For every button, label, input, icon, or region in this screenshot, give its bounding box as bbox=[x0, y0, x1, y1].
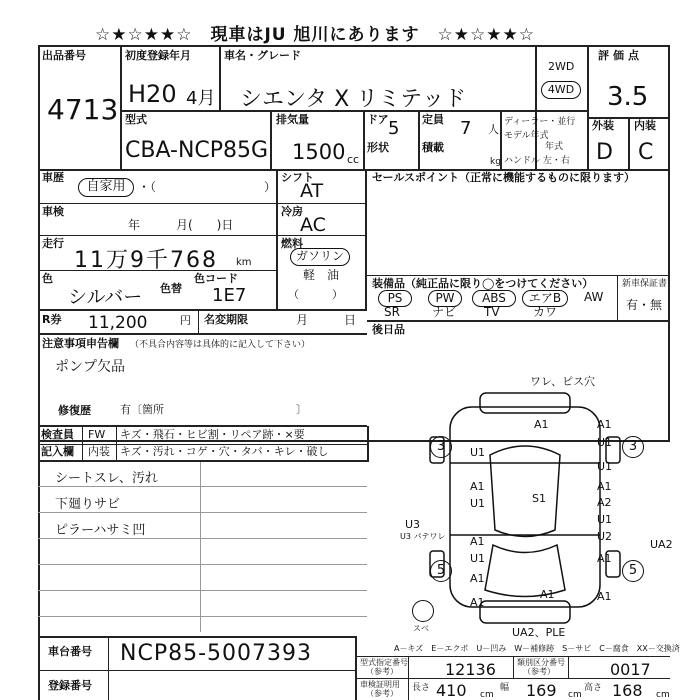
category-label: 類別区分番号 bbox=[517, 658, 565, 667]
history-label: 車歴 bbox=[42, 171, 64, 184]
lot-label: 出品番号 bbox=[42, 49, 86, 62]
capacity-label: 定員 bbox=[422, 113, 444, 126]
registration-label: 初度登録年月 bbox=[125, 49, 191, 62]
model-year-unit: 年式 bbox=[545, 142, 564, 152]
diagram-bottom-note: UA2、PLE bbox=[512, 626, 566, 639]
rear-items-label: 後日品 bbox=[372, 323, 405, 336]
name-change-label: 名変期限 bbox=[204, 313, 248, 326]
reg-number-label: 登録番号 bbox=[48, 679, 92, 692]
load-label: 積載 bbox=[422, 141, 444, 154]
score-ext-label: 外装 bbox=[592, 119, 614, 132]
ac-value: AC bbox=[300, 214, 326, 236]
mileage-value: 11万9千768 bbox=[74, 248, 218, 273]
codes-exterior: キズ・飛石・ヒビ割・リペア跡・×要 bbox=[120, 428, 305, 441]
fuel-sub: 軽 油 bbox=[303, 268, 340, 282]
damage-legend: A－キズ E－エクボ U－凹み W－補修跡 S－サビ C－腐食 XX－交換済 bbox=[394, 644, 680, 653]
type-value: CBA-NCP85G bbox=[125, 138, 269, 163]
score-int-value: C bbox=[638, 140, 654, 165]
history-value: 自家用 bbox=[78, 178, 134, 197]
capacity-value: 7 bbox=[460, 118, 472, 139]
car-damage-diagram bbox=[395, 375, 685, 645]
dim-width-unit: cm bbox=[568, 690, 582, 700]
equip-pw: PW bbox=[428, 290, 462, 307]
dim-length-unit: cm bbox=[480, 690, 494, 700]
model-label: 車名・グレード bbox=[224, 49, 301, 62]
dealer-label: ディーラー・並行 bbox=[504, 117, 576, 127]
repair-label: 修復歴 bbox=[58, 404, 91, 417]
damage-mark: A1 bbox=[597, 552, 612, 565]
category-sub: （参考） bbox=[523, 667, 555, 676]
recycle-unit: 円 bbox=[180, 314, 191, 327]
notes-sub: （不具合内容等は具体的に記入して下さい） bbox=[130, 340, 311, 350]
shape-label: 形状 bbox=[367, 141, 389, 154]
equip-leather: カワ bbox=[533, 305, 558, 319]
doors-label: ドア bbox=[367, 113, 389, 126]
dim-height-label: 高さ bbox=[584, 683, 603, 693]
damage-mark: A1 bbox=[597, 418, 612, 431]
lot-number: 4713 bbox=[47, 93, 119, 126]
warranty-value: 有・無 bbox=[626, 298, 663, 312]
tyre-rear-right: 5 bbox=[622, 560, 644, 582]
tyre-rear-left: 5 bbox=[430, 560, 452, 582]
color-value: シルバー bbox=[68, 286, 143, 308]
color-code: 1E7 bbox=[212, 285, 247, 306]
warranty-label: 新車保証書 bbox=[622, 279, 668, 289]
mileage-label: 走行 bbox=[42, 237, 64, 250]
notes-handwritten: ポンプ欠品 bbox=[55, 359, 125, 375]
bottom-left-mark bbox=[412, 600, 434, 622]
entry-label: 記入欄 bbox=[41, 445, 74, 458]
damage-mark: A1 bbox=[597, 590, 612, 603]
mileage-unit: km bbox=[236, 257, 252, 268]
shaken-value: 年 月( )日 bbox=[128, 218, 234, 232]
equip-aw: AW bbox=[584, 290, 604, 304]
damage-mark: A1 bbox=[470, 480, 485, 493]
cert-sub: （参考） bbox=[366, 689, 398, 698]
damage-mark: U1 bbox=[470, 446, 486, 459]
type-label: 型式 bbox=[125, 113, 147, 126]
damage-mark: U1 bbox=[597, 513, 613, 526]
damage-mark: U1 bbox=[597, 460, 613, 473]
interior-label: 内装 bbox=[88, 445, 110, 458]
score-int-label: 内装 bbox=[634, 119, 656, 132]
equip-abs: ABS bbox=[472, 290, 516, 307]
inspector-label: 検査員 bbox=[41, 428, 74, 441]
damage-mark: U1 bbox=[597, 436, 613, 449]
dim-width-label: 幅 bbox=[500, 683, 510, 693]
displacement-label: 排気量 bbox=[276, 113, 309, 126]
score-value: 3.5 bbox=[607, 82, 649, 112]
damage-mark: A2 bbox=[597, 496, 612, 509]
damage-mark: A1 bbox=[597, 480, 612, 493]
designation-value: 12136 bbox=[445, 660, 496, 679]
damage-mark: U1 bbox=[470, 497, 486, 510]
capacity-unit: 人 bbox=[488, 123, 499, 136]
repair-value: 有〔箇所 〕 bbox=[120, 403, 307, 416]
equip-tv: TV bbox=[484, 305, 500, 319]
remark-3: ピラーハサミ凹 bbox=[55, 523, 146, 538]
recycle-value: 11,200 bbox=[88, 313, 148, 333]
codes-interior: キズ・汚れ・コゲ・穴・タバ・キレ・破し bbox=[120, 445, 329, 458]
displacement-unit: cc bbox=[347, 153, 360, 166]
registration-month: 4月 bbox=[186, 88, 216, 109]
tyre-front-left: 3 bbox=[430, 436, 452, 458]
diagram-side-right: UA2 bbox=[650, 538, 673, 551]
diagram-side-left: U3 パテワレ bbox=[400, 532, 446, 541]
damage-mark: A1 bbox=[540, 588, 555, 601]
remark-1: シートスレ、汚れ bbox=[55, 471, 158, 486]
drive-4wd: 4WD bbox=[541, 81, 581, 99]
damage-mark: A1 bbox=[470, 572, 485, 585]
dim-length: 410 bbox=[436, 681, 467, 700]
load-unit: kg bbox=[490, 157, 501, 167]
damage-mark: A1 bbox=[470, 535, 485, 548]
diagram-top-note: ワレ、ピス穴 bbox=[530, 375, 596, 388]
fuel-paren: （ ） bbox=[288, 288, 343, 301]
equip-navi: ナビ bbox=[432, 305, 457, 319]
notes-label: 注意事項申告欄 bbox=[42, 337, 119, 350]
drive-2wd: 2WD bbox=[548, 60, 575, 73]
damage-mark: A1 bbox=[534, 418, 549, 431]
shift-value: AT bbox=[300, 180, 324, 202]
history-rest: ・（ ） bbox=[138, 180, 277, 194]
displacement-value: 1500 bbox=[292, 140, 346, 164]
diagram-left-bottom: スベ bbox=[413, 624, 429, 633]
model-value: シエンタ X リミテッド bbox=[240, 87, 467, 112]
doors-value: 5 bbox=[388, 118, 400, 139]
equip-sr: SR bbox=[384, 305, 400, 319]
fuel-label: 燃料 bbox=[281, 237, 303, 250]
sales-point-label: セールスポイント（正常に機能するものに限ります） bbox=[372, 171, 636, 184]
fuel-value: ガソリン bbox=[290, 248, 350, 266]
ac-label: 冷房 bbox=[281, 205, 303, 218]
designation-label: 型式指定番号 bbox=[360, 658, 408, 667]
chassis-label: 車台番号 bbox=[48, 645, 92, 658]
damage-mark: A1 bbox=[470, 596, 485, 609]
dim-width: 169 bbox=[526, 681, 557, 700]
shaken-label: 車検 bbox=[42, 205, 64, 218]
recycle-label: R券 bbox=[42, 313, 62, 326]
equip-ps: PS bbox=[378, 290, 412, 307]
remark-2: 下廻りサビ bbox=[55, 497, 121, 512]
category-value: 0017 bbox=[610, 660, 651, 679]
model-year-label: モデル年式 bbox=[504, 131, 549, 141]
score-ext-value: D bbox=[596, 140, 613, 165]
damage-mark: S1 bbox=[532, 492, 546, 505]
damage-mark: U2 bbox=[597, 530, 613, 543]
shift-label: シフト bbox=[281, 171, 314, 184]
color-label: 色 bbox=[42, 272, 53, 285]
name-change-value: 月 日 bbox=[296, 313, 357, 327]
registration-era: H20 bbox=[128, 80, 177, 108]
handle-label: ハンドル 左・右 bbox=[504, 156, 570, 166]
equipment-label: 装備品（純正品に限り◯をつけてください） bbox=[372, 277, 594, 290]
cert-label: 車検証明用 bbox=[360, 680, 400, 689]
damage-mark: U1 bbox=[470, 552, 486, 565]
equip-airbag: エアB bbox=[522, 290, 568, 307]
tyre-front-right: 3 bbox=[622, 436, 644, 458]
header-banner: ☆★☆★★☆ 現車はJU 旭川にあります ☆★☆★★☆ bbox=[95, 25, 535, 45]
dim-length-label: 長さ bbox=[412, 683, 431, 693]
score-label: 評価点 bbox=[598, 49, 643, 62]
designation-sub: （参考） bbox=[366, 667, 398, 676]
color-change-label: 色替 bbox=[160, 282, 182, 295]
color-code-label: 色コード bbox=[194, 272, 238, 285]
damage-mark: U3 bbox=[405, 518, 421, 531]
dim-height-unit: cm bbox=[656, 690, 670, 700]
fw-label: FW bbox=[88, 428, 106, 441]
dim-height: 168 bbox=[612, 681, 643, 700]
chassis-value: NCP85-5007393 bbox=[120, 641, 312, 666]
